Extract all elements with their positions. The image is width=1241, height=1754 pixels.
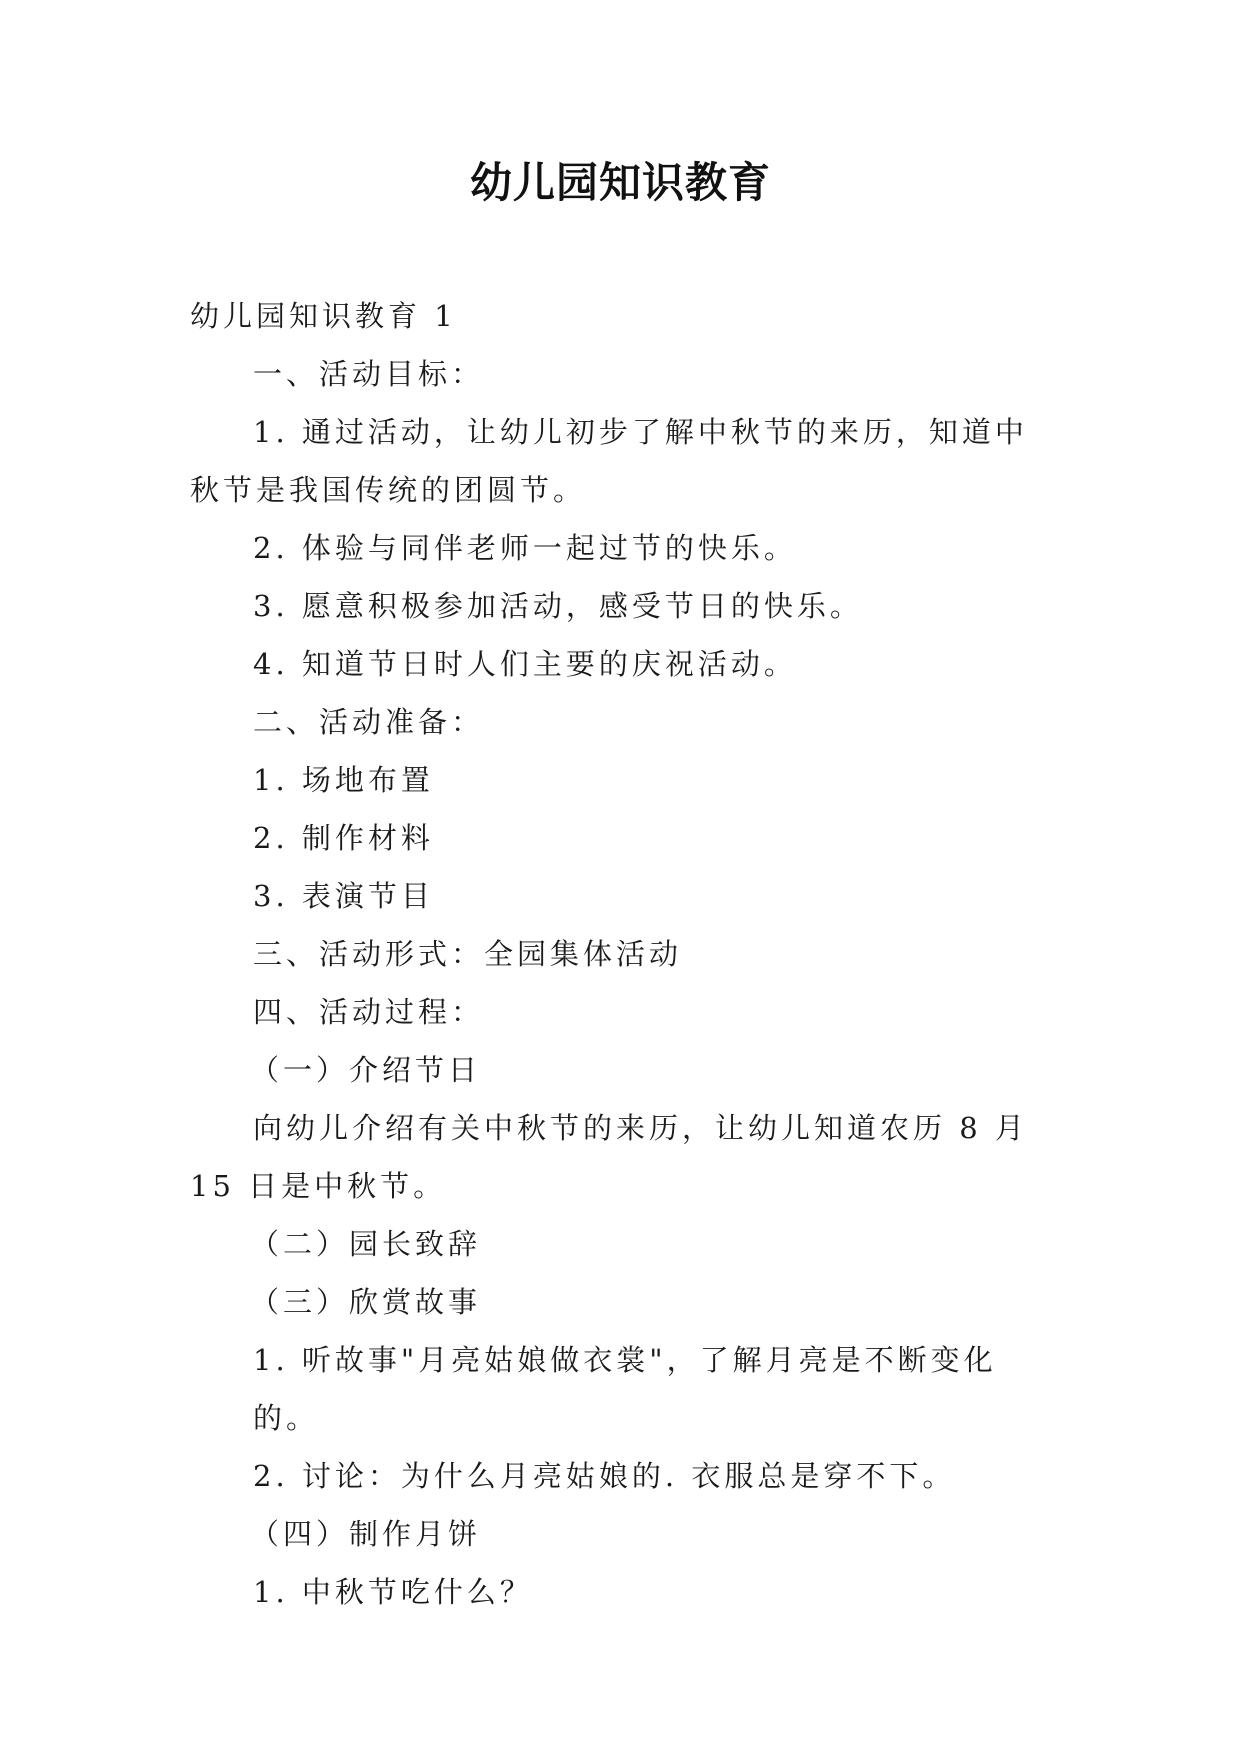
list-item: 3. 愿意积极参加活动，感受节日的快乐。	[253, 589, 863, 623]
step-heading: （一）介绍节日	[250, 1053, 482, 1087]
subsection-heading: 四、活动过程：	[253, 995, 485, 1029]
list-item: 1. 中秋节吃什么？	[253, 1575, 533, 1609]
list-item: 2. 制作材料	[253, 821, 434, 855]
list-item: 1. 听故事"月亮姑娘做衣裳"，了解月亮是不断变化的。	[253, 1343, 997, 1435]
body-paragraph: 向幼儿介绍有关中秋节的来历，让幼儿知道农历 8 月 15 日是中秋节。	[190, 1111, 1042, 1203]
list-item: 4. 知道节日时人们主要的庆祝活动。	[253, 647, 797, 681]
document-title: 幼儿园知识教育	[469, 158, 771, 207]
step-heading: （四）制作月饼	[250, 1517, 482, 1551]
list-item: 3. 表演节目	[253, 879, 434, 913]
subsection-heading: 三、活动形式：全园集体活动	[253, 937, 683, 971]
list-item: 1. 场地布置	[253, 763, 434, 797]
step-heading: （二）园长致辞	[250, 1227, 482, 1261]
subsection-heading: 二、活动准备：	[253, 705, 485, 739]
document-body	[190, 287, 1060, 1621]
subsection-heading: 一、活动目标：	[253, 357, 485, 391]
list-item: 1. 通过活动，让幼儿初步了解中秋节的来历，知道中秋节是我国传统的团圆节。	[190, 415, 1028, 507]
section-heading: 幼儿园知识教育 1	[190, 299, 457, 333]
list-item: 2. 体验与同伴老师一起过节的快乐。	[253, 531, 797, 565]
list-item: 2. 讨论：为什么月亮姑娘的. 衣服总是穿不下。	[253, 1459, 956, 1493]
step-heading: （三）欣赏故事	[250, 1285, 482, 1319]
